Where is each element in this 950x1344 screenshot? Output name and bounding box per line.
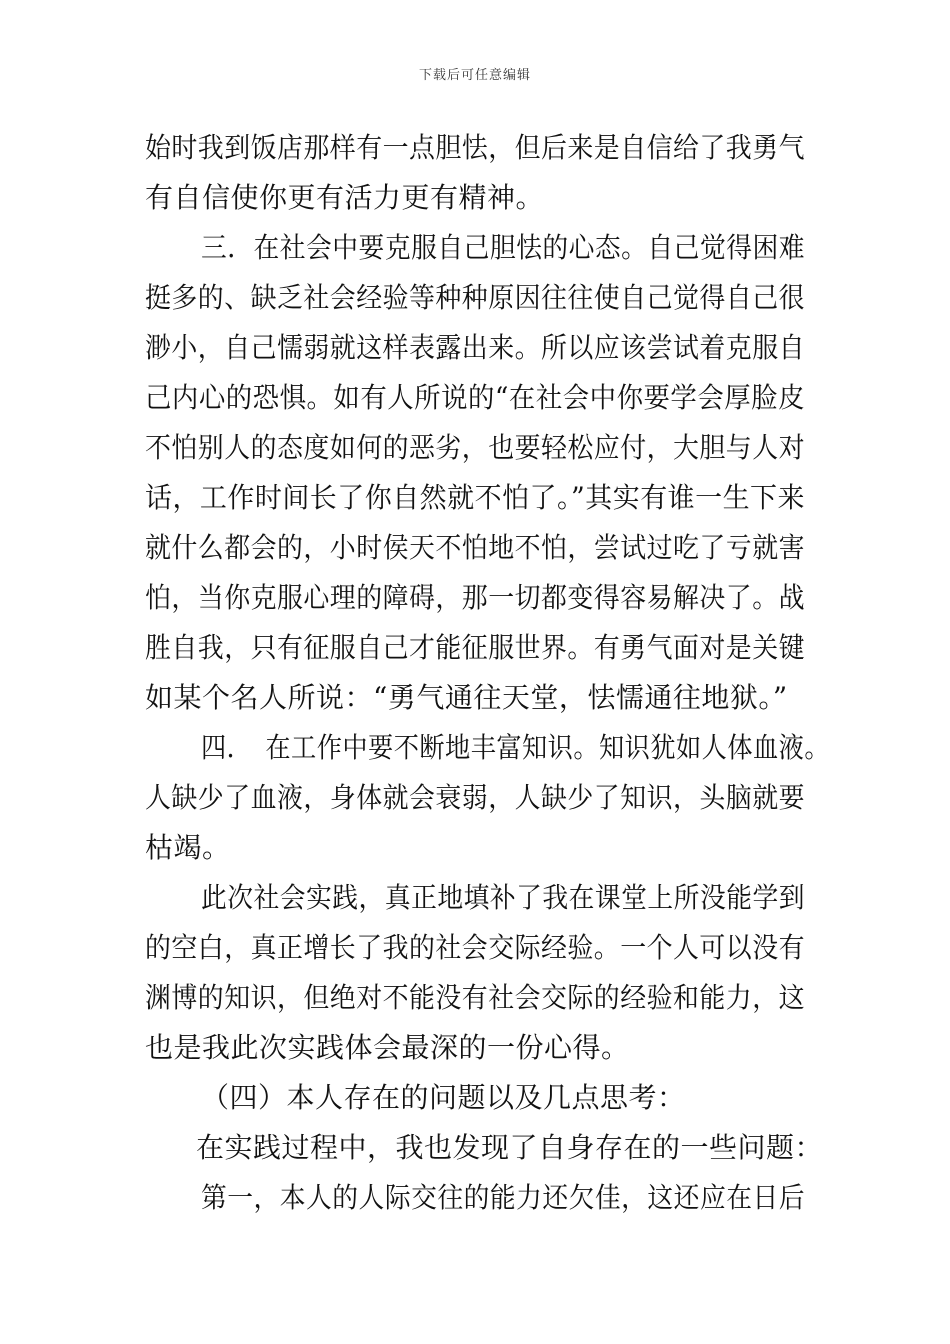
section-heading-three: 三．在社会中要克服自己胆怯的心态。自己觉得困难 bbox=[201, 231, 805, 264]
body-line: 就什么都会的，小时侯天不怕地不怕，尝试过吃了亏就害 bbox=[145, 531, 805, 564]
body-line: 人缺少了血液，身体就会衰弱，人缺少了知识，头脑就要 bbox=[145, 781, 805, 814]
body-line: 枯竭。 bbox=[145, 831, 231, 864]
body-line: 也是我此次实践体会最深的一份心得。 bbox=[145, 1031, 630, 1064]
paragraph-start: 在实践过程中，我也发现了自身存在的一些问题： bbox=[196, 1131, 824, 1164]
body-line: 胜自我，只有征服自己才能征服世界。有勇气面对是关键 bbox=[145, 631, 805, 664]
subsection-heading: （四）本人存在的问题以及几点思考： bbox=[201, 1081, 686, 1114]
paragraph-start: 第一，本人的人际交往的能力还欠佳，这还应在日后 bbox=[201, 1181, 805, 1214]
body-line: 不怕别人的态度如何的恶劣，也要轻松应付，大胆与人对 bbox=[145, 431, 805, 464]
body-line: 渊博的知识，但绝对不能没有社会交际的经验和能力，这 bbox=[145, 981, 805, 1014]
page-header: 下载后可任意编辑 bbox=[418, 68, 531, 83]
body-line: 己内心的恐惧。如有人所说的“在社会中你要学会厚脸皮 bbox=[145, 381, 805, 414]
body-line: 怕，当你克服心理的障碍，那一切都变得容易解决了。战 bbox=[145, 581, 805, 614]
section-heading-four: 四． 在工作中要不断地丰富知识。知识犹如人体血液。 bbox=[201, 731, 830, 764]
body-line: 有自信使你更有活力更有精神。 bbox=[145, 181, 545, 214]
body-line: 挺多的、缺乏社会经验等种种原因往往使自己觉得自己很 bbox=[145, 281, 805, 314]
paragraph-start: 此次社会实践，真正地填补了我在课堂上所没能学到 bbox=[201, 881, 805, 914]
body-line: 始时我到饭店那样有一点胆怯，但后来是自信给了我勇气 bbox=[145, 131, 805, 164]
body-line: 的空白，真正增长了我的社会交际经验。一个人可以没有 bbox=[145, 931, 805, 964]
body-line: 话，工作时间长了你自然就不怕了。”其实有谁一生下来 bbox=[145, 481, 805, 514]
body-line: 渺小，自己懦弱就这样表露出来。所以应该尝试着克服自 bbox=[145, 331, 805, 364]
body-line: 如某个名人所说：“勇气通往天堂，怯懦通往地狱。” bbox=[145, 681, 788, 714]
